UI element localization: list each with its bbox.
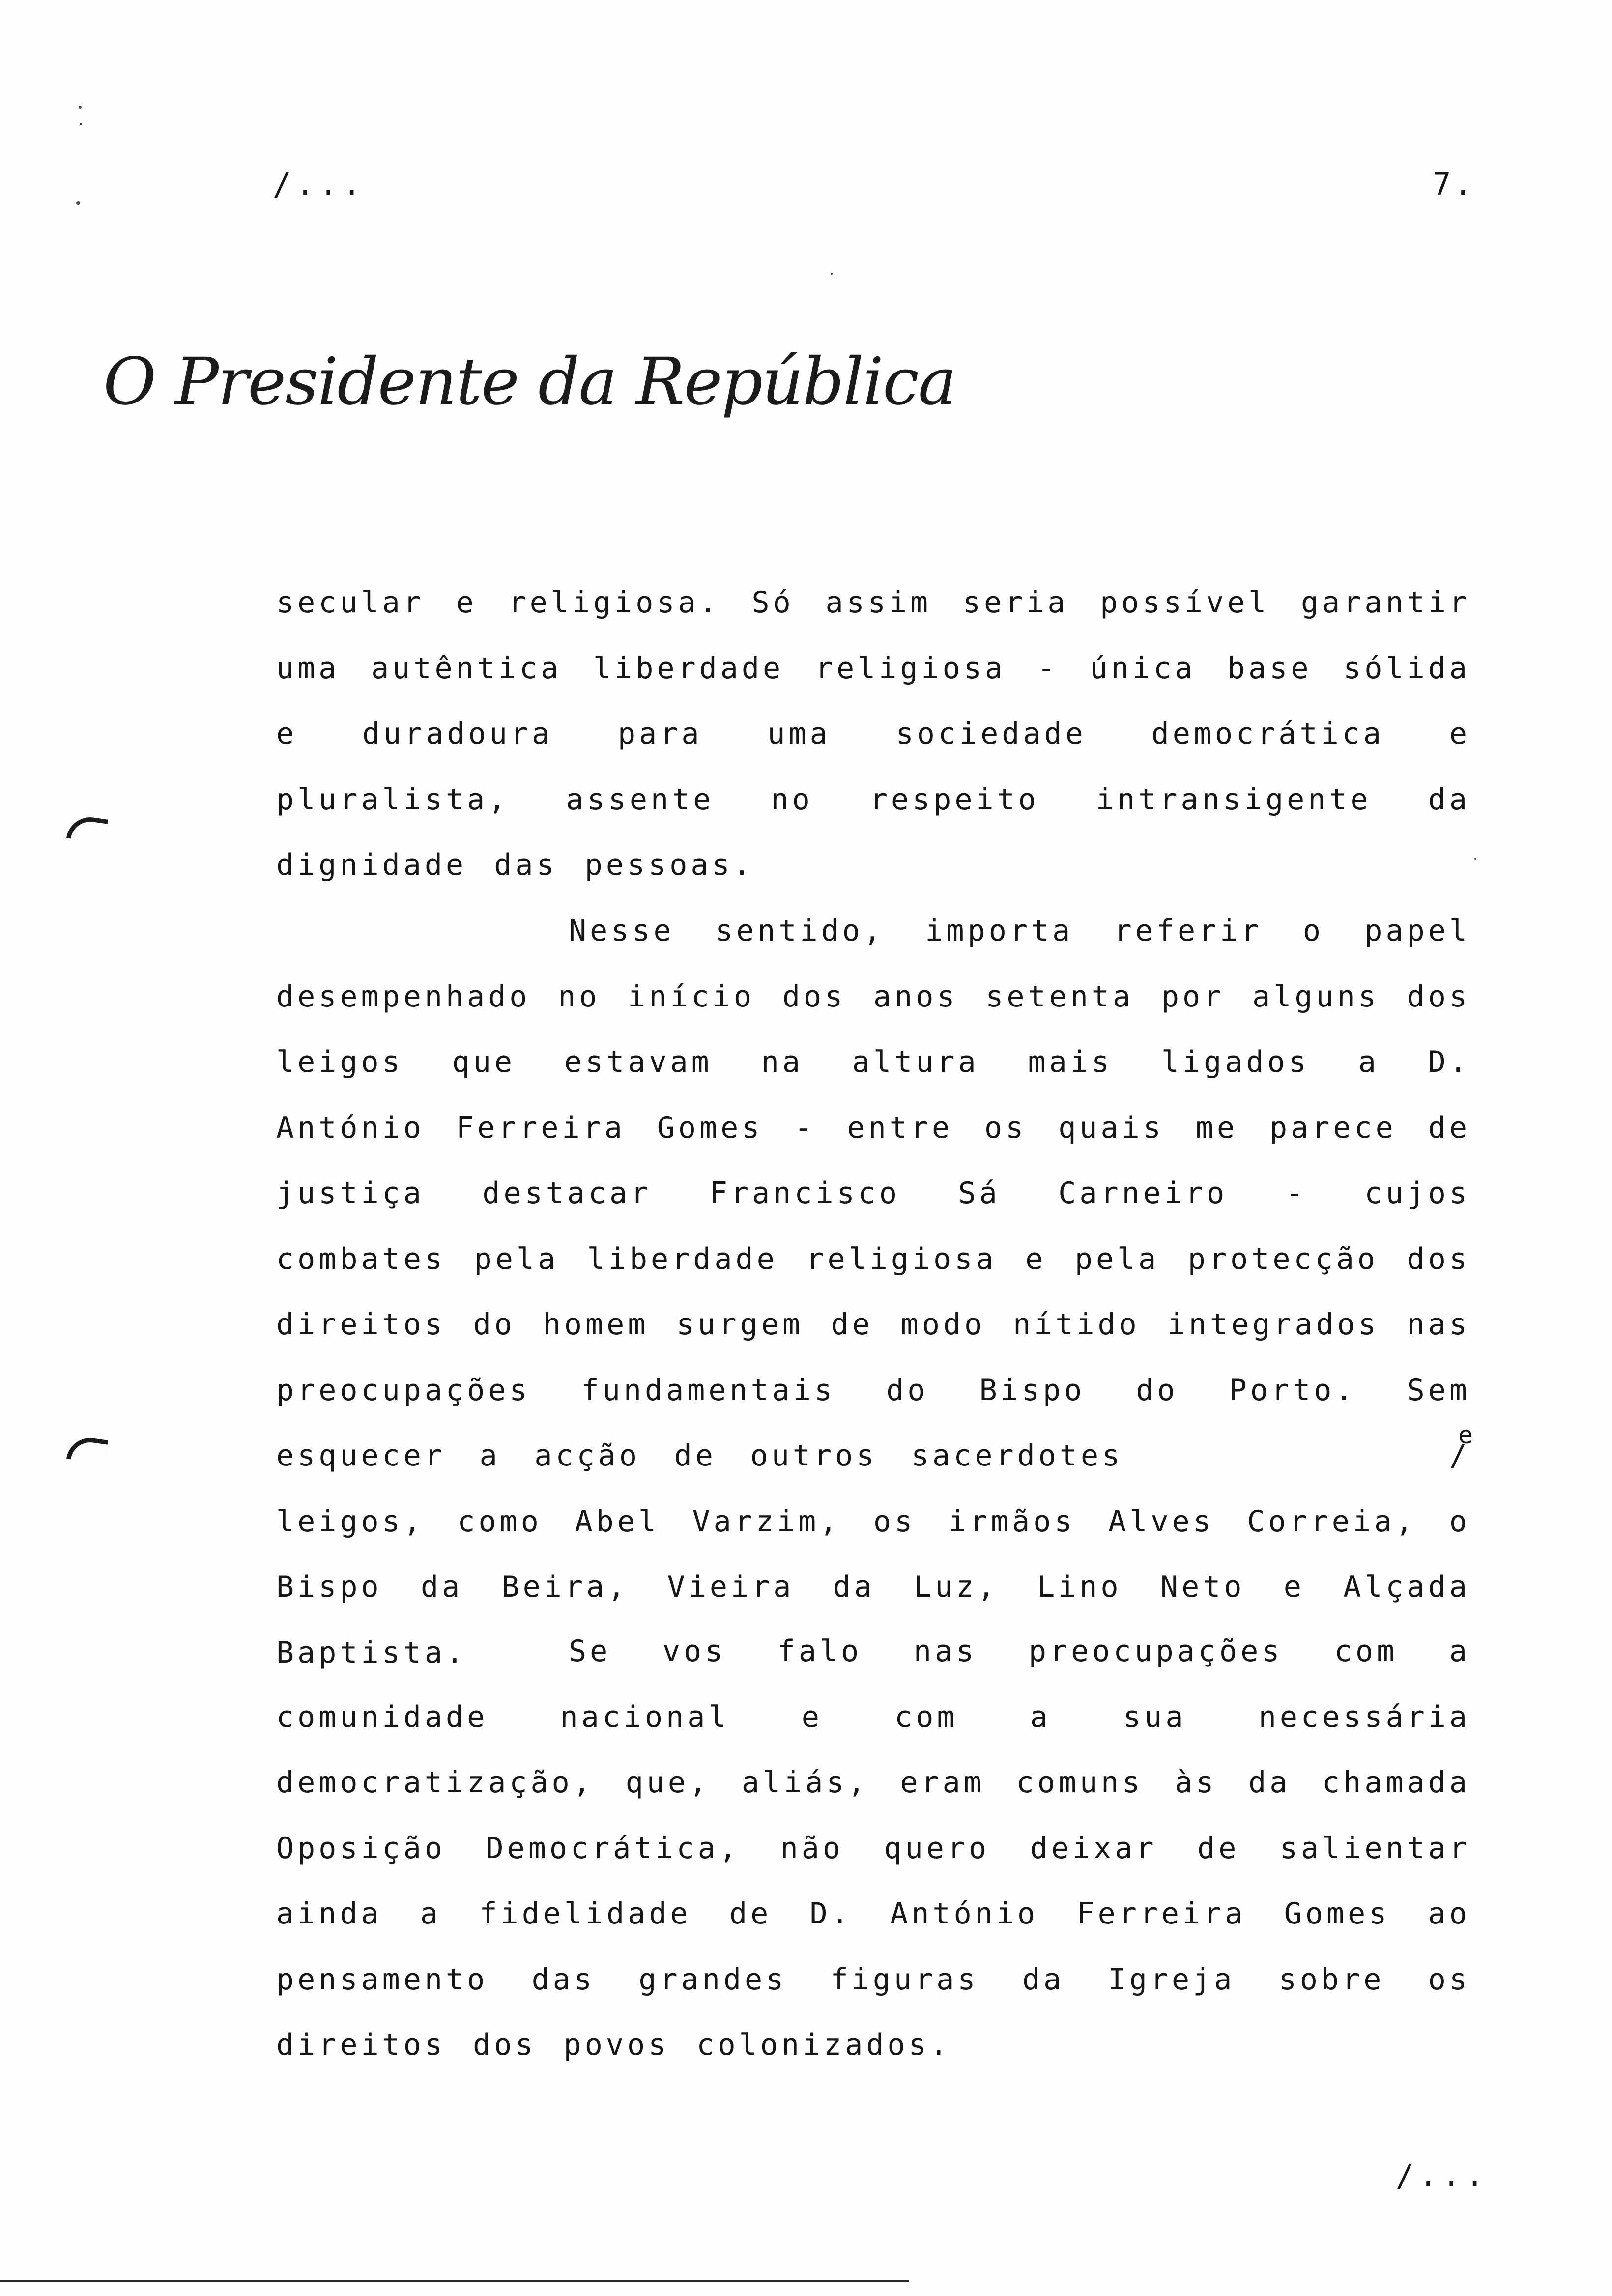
insertion-letter: e <box>1458 1421 1476 1449</box>
paragraph-2 <box>276 898 1476 1686</box>
insertion-slash: / <box>1449 1438 1470 1473</box>
paragraph-text-after-insert: leigos, como Abel Varzim, os irmãos Alves Correia, o Bispo da Beira, Vieira da Luz, Lino Neto e Alçada Baptista. <box>276 1504 1470 1670</box>
paragraph-1 <box>276 570 1470 898</box>
hole-punch-mark <box>66 1435 108 1464</box>
scan-edge-line <box>0 2280 909 2282</box>
continuation-marker-top: /... <box>273 166 366 202</box>
page-number: 7. <box>1433 166 1475 202</box>
paragraph-text: secular e religiosa. Só assim seria possível garantir uma autêntica liberdade religiosa - única base sólida e duradoura para uma sociedade democrática e pluralista, assente no respeito intransigente da dignidade das pessoas. <box>276 585 1470 882</box>
paragraph-3 <box>276 1619 1470 2078</box>
continuation-marker-bottom: /... <box>1396 2157 1489 2193</box>
letterhead-title: O Presidente da República <box>103 344 956 420</box>
scan-speck <box>831 273 833 275</box>
hole-punch-mark <box>66 814 108 844</box>
paragraph-text-before-insert: Nesse sentido, importa referir o papel desempenhado no início dos anos setenta por alguns dos leigos que estavam na altura mais ligados a D. António Ferreira Gomes - entre os quais me parece de justiça destacar Francisco Sá Carneiro - cujos combates pela liberdade religiosa e pela protecção dos direitos do homem surgem de modo nítido integrados nas preocupações fundamentais do Bispo do Porto. Sem esquecer a acção de outros sacerdotes <box>276 914 1470 1473</box>
scan-speck <box>76 201 80 205</box>
scan-speck <box>1474 858 1476 860</box>
scan-speck <box>80 123 82 125</box>
handwritten-insertion <box>1157 1421 1476 1489</box>
paragraph-text <box>276 898 1476 1686</box>
scan-speck <box>79 106 82 109</box>
paragraph-text: Se vos falo nas preocupações com a comunidade nacional e com a sua necessária democratização, que, aliás, eram comuns às da chamada Oposição Democrática, não quero deixar de salientar ainda a fidelidade de D. António Ferreira Gomes ao pensamento das grandes figuras da Igreja sobre os direitos dos povos colonizados. <box>276 1634 1470 2062</box>
